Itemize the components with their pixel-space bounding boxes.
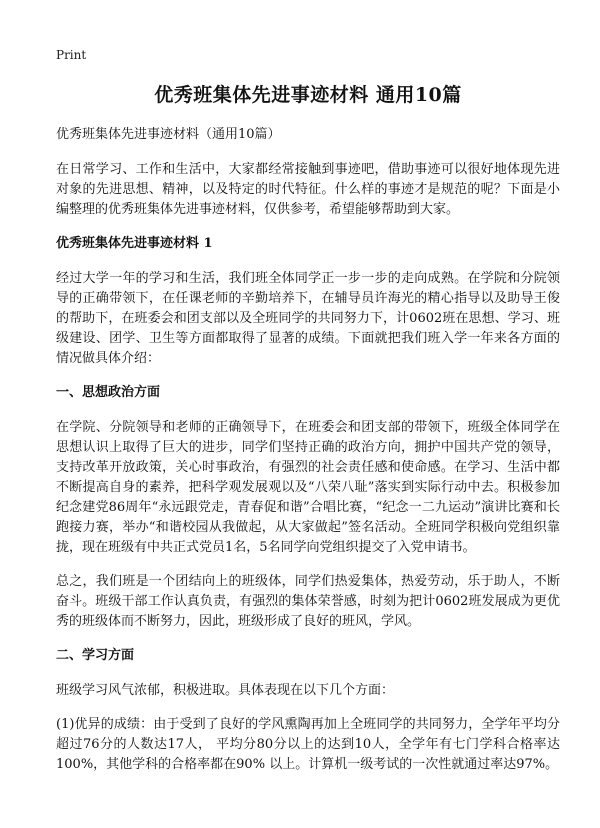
- article-intro-paragraph: 经过大学一年的学习和生活，我们班全体同学正一步一步的走向成熟。在学院和分院领导的正确带领下，在任课老师的辛勤培养下，在辅导员许海光的精心指导以及助导王俊的帮助下，在班委会和团支部以及全班同学的共同努力下，计0602班在思想、学习、班级建设、团学、卫生等方面都取得了显著的成绩。下面就把我们班入学一年来各方面的情况做具体介绍：: [56, 271, 560, 366]
- intro-paragraph: 在日常学习、工作和生活中，大家都经常接触到事迹吧，借助事迹可以很好地体现先进对象的先进思想、精神，以及特定的时代特征。什么样的事迹才是规范的呢？下面是小编整理的优秀班集体先进事迹材料，仅供参考，希望能够帮助到大家。: [56, 162, 560, 217]
- section-heading-study: 二、学习方面: [56, 648, 135, 663]
- print-label: Print: [56, 48, 87, 62]
- study-paragraph-1: 班级学习风气浓郁，积极进取。具体表现在以下几个方面：: [56, 683, 395, 698]
- politics-paragraph-2: 总之，我们班是一个团结向上的班级体，同学们热爱集体，热爱劳动，乐于助人，不断奋斗。班级干部工作认真负责，有强烈的集体荣誉感，时刻为把计0602班发展成为更优秀的班级体而不断努力，因此，班级形成了良好的班风，学风。: [56, 574, 560, 629]
- section-heading-politics: 一、思想政治方面: [56, 385, 161, 400]
- article-heading: 优秀班集体先进事迹材料 1: [56, 236, 213, 251]
- politics-paragraph-1: 在学院、分院领导和老师的正确领导下，在班委会和团支部的带领下，班级全体同学在思想认识上取得了巨大的进步，同学们坚持正确的政治方向，拥护中国共产党的领导，支持改革开放政策，关心时事政治，有强烈的社会责任感和使命感。在学习、生活中都不断提高自身的素养，把科学观发展观以及“八荣八耻”落实到实际行动中去。积极参加纪念建党86周年“永远跟党走，青春促和谐”合唱比赛，“纪念一二九运动”演讲比赛和长跑接力赛，举办“和谐校园从我做起，从大家做起”签名活动。全班同学积极向党组织靠拢，现在班级有中共正式党员1名，5名同学向党组织提交了入党申请书。: [56, 420, 560, 555]
- document-title: 优秀班集体先进事迹材料 通用10篇: [154, 84, 462, 106]
- study-paragraph-2: (1)优异的成绩：由于受到了良好的学风熏陶再加上全班同学的共同努力，全学年平均分超过76分的人数达17人， 平均分80分以上的达到10人，全学年有七门学科合格率达100%，其他学科的合格率都在90% 以上。计算机一级考试的一次性就通过率达97%。: [56, 717, 560, 772]
- document-subtitle: 优秀班集体先进事迹材料（通用10篇）: [56, 127, 281, 142]
